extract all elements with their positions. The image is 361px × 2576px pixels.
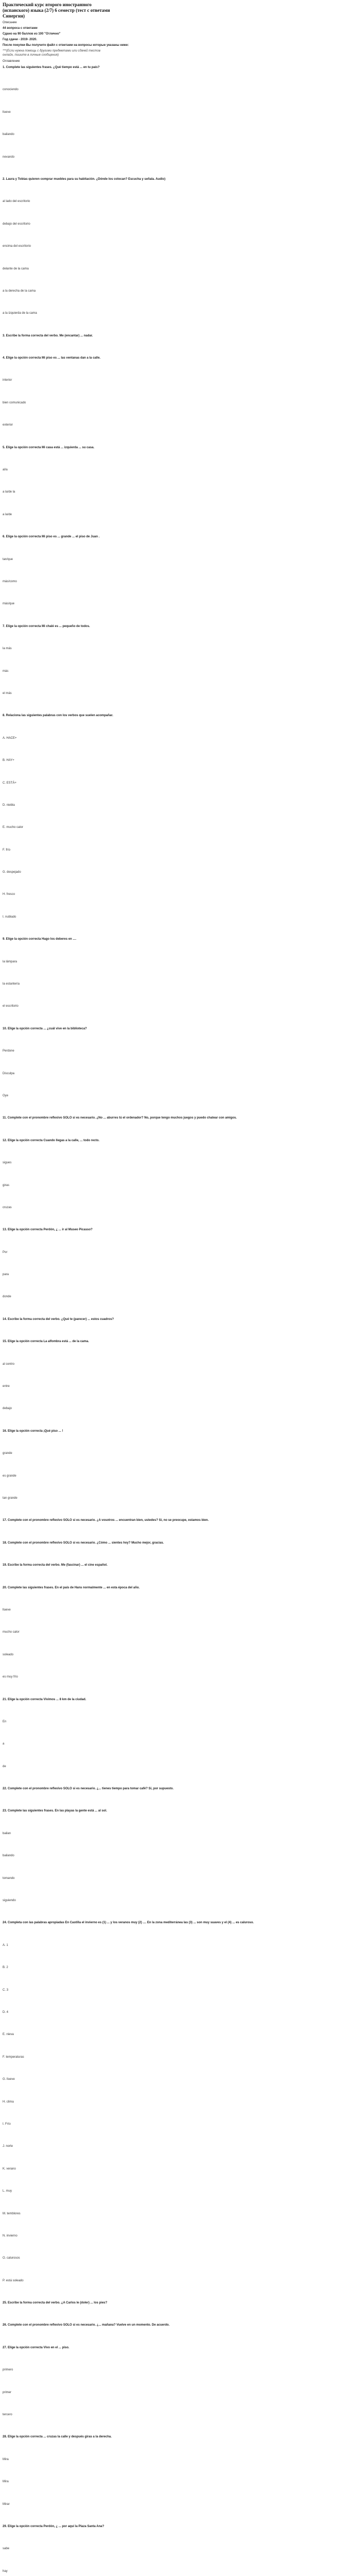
answer-option: tan grande [3,1497,18,1500]
answer-option: el escritorio [3,1005,19,1008]
answer-option: delante de la cama [3,267,29,270]
question-line: 6. Elige la opción correcta Mi piso es ... grande ... el piso de Juan . [3,535,100,539]
title-line: Синергия) [3,13,25,19]
answer-option: G. despejado [3,871,21,874]
answer-option: sabe [3,2547,10,2551]
answer-option: Mira [3,2480,9,2484]
answer-option: nevando [3,155,15,159]
answer-option: debajo del escritorio [3,222,30,226]
description-label: Описание [3,21,17,24]
title-line: (испанского) языка (2/7) 6 семестр (тест с ответами [3,8,110,13]
answer-option: B. 2 [3,1966,8,1970]
answer-option: conociendo [3,88,19,92]
answer-option: P. está soleado [3,2279,24,2282]
question-line: 20. Complete las siguientes frases. En el país de Hans normalmente ... en esta época del año. [3,1586,140,1589]
answer-option: entre [3,1385,10,1388]
answer-option: a la/de [3,513,12,516]
answer-option: la más [3,647,12,651]
question-line: 23. Complete las siguientes frases. En las playas la gente está ... al sol. [3,1809,107,1813]
question-line: 8. Relaciona las siguientes palabras con los verbos que suelen acompañar. [3,714,113,718]
answer-option: Disculpa [3,1072,15,1075]
answer-option: bailando [3,133,14,137]
question-line: 13. Elige la opción correcta Perdón, ¿ ... ir al Museo Picasso? [3,1228,93,1232]
answer-option: siguiendo [3,1899,16,1903]
answer-option: C. ESTÁ+ [3,781,16,785]
answer-option: Por [3,1250,8,1254]
question-line: 19. Escribe la forma correcta del verbo. Me (fascinar) ... el cine español. [3,1564,108,1567]
answer-option: bien comunicado [3,401,26,404]
answer-option: K. verano [3,2167,16,2171]
answer-option: encima del escritorio [3,245,31,248]
answer-option: a la/de la [3,490,15,494]
answer-option: tercero [3,2413,12,2417]
answer-option: es muy frío [3,1675,18,1679]
question-list [3,65,358,2576]
answer-option: la lámpara [3,960,18,963]
answer-option: a la izquierda de la cama [3,312,37,315]
answer-option: interior [3,379,12,382]
answer-option: la estantería [3,982,20,986]
year-line: Год сдачи - 2019- 2020. [3,38,38,41]
answer-option: Oye [3,1094,9,1097]
answer-option: tan/que [3,557,13,561]
answer-option: al/a [3,468,8,472]
help-note-line: онлайн, пишите в личные сообщения) [3,54,59,57]
question-line: 4. Elige la opción correcta Mi piso es ... las ventanas dan a la calle. [3,357,101,360]
question-line: 14. Escribe la forma correcta del verbo. ¿Qué te (parecer) ... estos cuadros? [3,1317,114,1321]
answer-option: donde [3,1295,11,1299]
answer-option: L. muy [3,2190,12,2193]
answer-option: Perdone [3,1049,14,1053]
answer-option: al centro [3,1362,15,1366]
answer-option: debajo [3,1407,12,1411]
answer-option: soleado [3,1653,14,1656]
answer-option: el más [3,691,12,695]
answer-option: para [3,1273,9,1277]
answer-option: E. nieva [3,2033,14,2037]
answer-option: hay [3,2569,8,2573]
answer-option: giras [3,1183,10,1187]
answer-option: O. calurosos [3,2257,20,2260]
question-line: 7. Elige la opción correcta Mi chalé es ... pequeño de todos. [3,624,90,628]
answer-option: cruzas [3,1206,12,1209]
title-line: Практический курс второго иностранного [3,2,92,7]
answer-option: C. 3 [3,1988,9,1992]
answer-option: más [3,669,9,673]
answer-option: H. clima [3,2100,14,2104]
answer-option: B. HAY+ [3,759,14,762]
answer-option: E. mucho calor [3,826,24,829]
answer-option: más/que [3,602,15,606]
answer-option: primero [3,2368,13,2372]
answer-option: Mira [3,2458,9,2461]
answer-option: F. frío [3,848,11,852]
help-note [3,49,106,57]
answer-option: I. Frío [3,2122,11,2126]
question-line: 25. Escribe la forma correcta del verbo. ¿A Carlos le (doler) ... los pies? [3,2301,108,2305]
answer-option: llueve [3,1608,11,1612]
question-line: 22. Complete con el pronombre reflexivo SOLO si es necesario. ¿... tienes tiempo para tomar café? Sí, por supuesto. [3,1787,174,1791]
question-line: 24. Completa con las palabras apropiadas En Castilla el invierno es (1) ... y los veranos muy (2) .... En la zona mediterránea las (3) ... son muy suaves y el (4) ... es caluroso. [3,1921,254,1925]
answer-option: bailando [3,1854,14,1858]
answer-option: A. HACE+ [3,736,17,740]
answer-option: G. llueve [3,2078,15,2081]
score-line: Сдано на 90 баллов из 100 "Отлично" [3,32,61,36]
answer-option: mucho calor [3,1631,20,1634]
answer-option: primer [3,2391,12,2394]
answer-option: D. niebla [3,803,15,807]
question-line: 26. Complete con el pronombre reflexivo SOLO si es necesario. ¿... mañana? Vuelve en un momento. De acuerdo. [3,2324,170,2327]
answer-option: tomando [3,1876,15,1880]
answer-option: exterior [3,423,13,427]
answer-option: H. fresco [3,893,15,896]
answer-option: I. nublado [3,915,16,919]
question-line: 27. Elige la opción correcta Vivo en el ... piso. [3,2346,70,2349]
question-line: 5. Elige la opción correcta Mi casa está ... izquierda ... su casa. [3,446,95,449]
answer-option: al lado del escritorio [3,200,30,204]
question-line: 10. Elige la opción correcta ... ¿cuál vive en la biblioteca? [3,1027,87,1030]
contents-label: Оглавление [3,60,20,63]
answer-option: D. 4 [3,2010,9,2014]
answer-option: N. invierno [3,2234,18,2238]
answer-option: llueve [3,110,11,114]
answer-option: En [3,1720,7,1723]
question-line: 16. Elige la opción correcta ¡Qué piso ... ! [3,1429,63,1433]
help-note-line: ***(Если нужна помощь с другими предметами или сдачей тестов [3,49,100,53]
answer-option: de [3,1765,6,1768]
answer-option: a [3,1742,5,1746]
question-line: 11. Complete con el pronombre reflexivo SOLO si es necesario. ¿No ... aburres tú el ordenador? No, porque tengo muchos juegos y puedo chatear con amigos. [3,1116,237,1120]
question-line: 12. Elige la opción correcta Cuando llegas a la calle, ... todo recto. [3,1139,100,1142]
answer-option: bailan [3,1832,11,1835]
answer-option: grande [3,1452,12,1455]
answer-option: a la derecha de la cama [3,289,36,293]
page-title [3,2,358,19]
question-line: 2. Laura y Tobías quieren comprar muebles para su habitación. ¿Dónde los colocan? Escucha y señala. Audio) [3,177,166,181]
answer-option: F. temperaturas [3,2055,24,2059]
answer-option: es grande [3,1474,16,1478]
question-line: 3. Escribe la forma correcta del verbo. Me (encantar) ... nadar. [3,334,93,337]
after-purchase-note: После покупки Вы получите файл с ответами на вопросы которые указаны ниже: [3,44,129,47]
question-line: 21. Elige la opción correcta Vivimos ... 8 km de la ciudad. [3,1698,87,1701]
answer-option: Mirar [3,2502,10,2506]
question-line: 15. Elige la opción correcta La alfombra está ... de la cama. [3,1340,89,1344]
answer-option: A. 1 [3,1943,8,1947]
answer-option: más/como [3,580,17,583]
question-line: 17. Complete con el pronombre reflexivo SOLO si es necesario. ¿A vosotros ... encuentran bien, ustedes? Sí, no se preocupe, estamos bien. [3,1519,209,1522]
question-line: 18. Complete con el pronombre reflexivo SOLO si es necesario. ¿Cómo ... sientes hoy? Mucho mejor, gracias. [3,1541,164,1545]
question-line: 1. Complete las siguientes frases. ¿Qué tiempo está ... en tu país? [3,66,100,69]
answer-option: J. norte [3,2145,13,2148]
question-line: 29. Elige la opción correcta Perdón, ¿ ... por aquí la Plaza Santa Ana? [3,2524,105,2528]
answer-option: M. temblores [3,2212,21,2215]
question-count: 44 вопроса с ответами [3,27,38,30]
answer-option: sigues [3,1161,12,1165]
question-line: 9. Elige la opción correcta Hago los deberes en .... [3,938,77,941]
question-line: 28. Elige la opción correcta ... cruzas la calle y después giras a la derecha. [3,2435,112,2439]
